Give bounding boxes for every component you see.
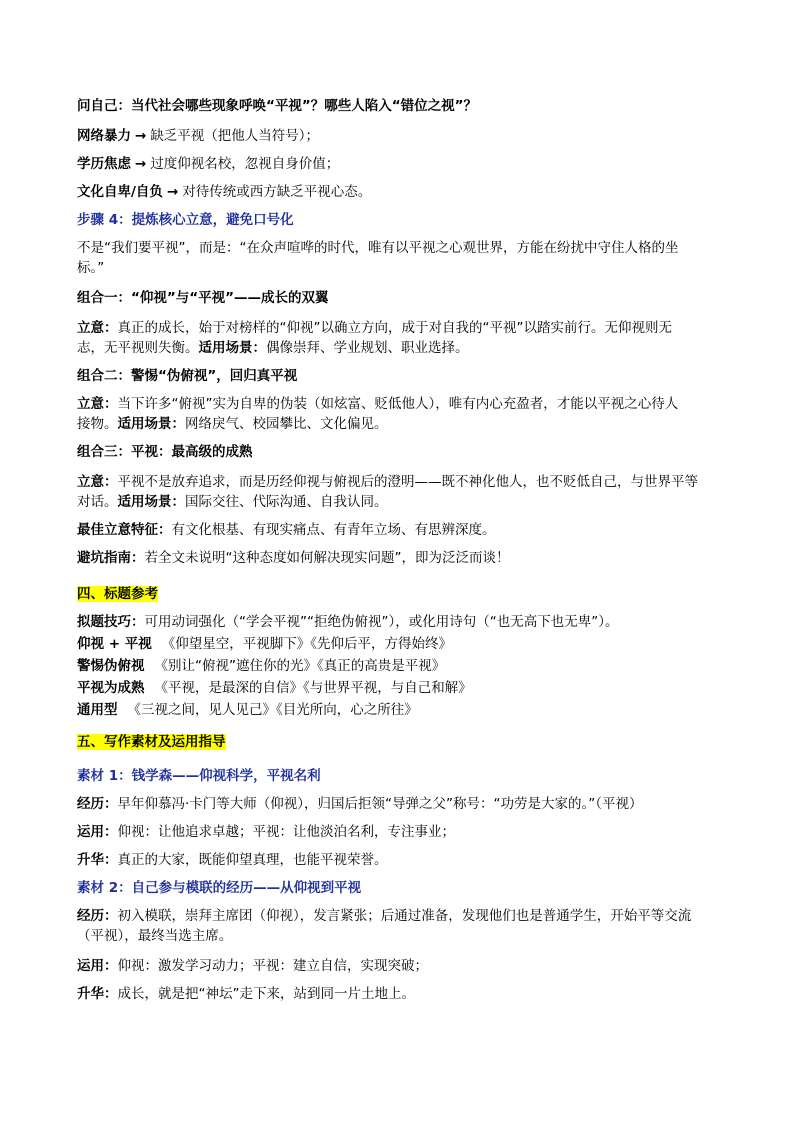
phenomenon-item: [77, 126, 319, 146]
idea-text: 平视不是放弃追求，而是历经仰视与俯视后的澄明——既不神化他人，也不贬低自己，与世界平等: [117, 474, 698, 490]
idea-label: 立意：: [77, 474, 118, 490]
group-idea-line2: [77, 338, 469, 358]
scene-label: 适用场景：: [117, 494, 185, 510]
title-examples: 《三视之间，见人见己》《目光所向，心之所往》: [127, 702, 418, 718]
idea-label: 立意：: [77, 320, 118, 336]
avoid-label: 避坑指南：: [77, 550, 145, 566]
idea-label: 立意：: [77, 396, 118, 412]
use-text-b: 平视：让他淡泊名利，专注事业；: [252, 824, 455, 840]
arrow-icon: →: [166, 184, 179, 200]
scene-label: 适用场景：: [117, 416, 185, 432]
idea-text: 接物。: [77, 416, 118, 432]
scene-text: 国际交往、代际沟通、自我认同。: [185, 494, 388, 510]
title-type: 通用型: [77, 702, 118, 718]
phenomenon-term: 学历焦虑: [77, 156, 131, 172]
arrow-icon: →: [135, 128, 147, 144]
group-idea-line1: [77, 394, 678, 414]
avoid-guide: [77, 548, 510, 568]
group-idea-line2: [77, 492, 388, 512]
tip-label: 拟题技巧：: [77, 614, 145, 630]
group-title: 组合二：警惕“伪俯视”，回归真平视: [77, 368, 298, 384]
phenomenon-item: [77, 182, 371, 202]
title-examples: 《别让“俯视”遮住你的光》《真正的高贵是平视》: [154, 658, 446, 674]
title-examples: 《平视，是最深的自信》《与世界平视，与自己和解》: [154, 680, 472, 696]
up-label: 升华：: [77, 852, 118, 868]
idea-text: 对话。: [77, 494, 118, 510]
title-row: [77, 678, 472, 698]
phenomenon-desc: 缺乏平视（把他人当符号）；: [150, 128, 320, 144]
scene-label: 适用场景：: [198, 340, 266, 356]
best-label: 最佳立意特征：: [77, 522, 172, 538]
material-experience-cont: （平视），最终当选主席。: [77, 928, 233, 944]
group-idea-line2: [77, 414, 388, 434]
use-label: 运用：: [77, 958, 118, 974]
exp-label: 经历：: [77, 908, 118, 924]
title-type: 仰视 + 平视: [77, 636, 152, 652]
title-examples: 《仰望星空，平视脚下》《先仰后平，方得始终》: [161, 636, 452, 652]
material-sublimation: [77, 850, 388, 870]
phenomenon-term: 文化自卑/自负: [77, 184, 163, 200]
material-usage: [77, 956, 428, 976]
question-title: 问自己：当代社会哪些现象呼唤“平视”？哪些人陷入“错位之视”？: [77, 98, 477, 114]
section5-heading: 五、写作素材及运用指导: [77, 734, 226, 750]
title-type: 平视为成熟: [77, 680, 145, 696]
title-tip: [77, 612, 618, 632]
arrow-icon: →: [135, 156, 147, 172]
material-title: 素材 1：钱学森——仰视科学，平视名利: [77, 768, 321, 784]
scene-text: 偶像崇拜、学业规划、职业选择。: [266, 340, 469, 356]
phenomenon-term: 网络暴力: [77, 128, 131, 144]
idea-text: 当下许多“俯视”实为自卑的伪装（如炫富、贬低他人），唯有内心充盈者，才能以平视之心待人: [117, 396, 679, 412]
step4-text-line1: 不是“我们要平视”，而是：“在众声喧哗的时代，唯有以平视之心观世界，方能在纷扰中守住人格的坐: [77, 240, 679, 256]
use-text-b: 平视：建立自信，实现突破；: [252, 958, 428, 974]
step4-text-line2: 标。”: [77, 260, 105, 276]
phenomenon-item: [77, 154, 339, 174]
material-usage: [77, 822, 455, 842]
up-label: 升华：: [77, 986, 118, 1002]
up-text: 真正的大家，既能仰望真理，也能平视荣誉。: [117, 852, 388, 868]
title-row: [77, 700, 418, 720]
best-text: 有文化根基、有现实痛点、有青年立场、有思辨深度。: [171, 522, 496, 538]
exp-label: 经历：: [77, 796, 118, 812]
exp-text: 早年仰慕冯·卡门等大师（仰视），归国后拒领“导弹之父”称号：“功劳是大家的。”（平视）: [117, 796, 643, 812]
material-experience: [77, 906, 691, 926]
tip-text: 可用动词强化（“学会平视”“拒绝伪俯视”），或化用诗句（“也无高下也无卑”）。: [144, 614, 619, 630]
use-text-a: 仰视：让他追求卓越；: [117, 824, 253, 840]
material-sublimation: [77, 984, 415, 1004]
scene-text: 网络戾气、校园攀比、文化偏见。: [185, 416, 388, 432]
group-title: 组合三：平视：最高级的成熟: [77, 444, 253, 460]
phenomenon-desc: 过度仰视名校，忽视自身价值；: [150, 156, 340, 172]
section5-heading-wrap: [77, 732, 226, 752]
step4-heading: 步骤 4：提炼核心立意，避免口号化: [77, 212, 294, 228]
best-idea-features: [77, 520, 496, 540]
idea-text: 志，无平视则失衡。: [77, 340, 199, 356]
use-label: 运用：: [77, 824, 118, 840]
use-text-a: 仰视：激发学习动力；: [117, 958, 253, 974]
avoid-text: 若全文未说明“这种态度如何解决现实问题”，即为泛泛而谈！: [144, 550, 510, 566]
group-idea-line1: [77, 472, 698, 492]
idea-text: 真正的成长，始于对榜样的“仰视”以确立方向，成于对自我的“平视”以踏实前行。无仰视则无: [117, 320, 672, 336]
title-row: [77, 656, 445, 676]
up-text: 成长，就是把“神坛”走下来，站到同一片土地上。: [117, 986, 415, 1002]
section4-heading: 四、标题参考: [77, 586, 158, 602]
group-title: 组合一：“仰视”与“平视”——成长的双翼: [77, 290, 329, 306]
title-type: 警惕伪俯视: [77, 658, 145, 674]
material-experience: [77, 794, 643, 814]
group-idea-line1: [77, 318, 672, 338]
section4-heading-wrap: [77, 584, 158, 604]
exp-text: 初入模联，崇拜主席团（仰视），发言紧张；后通过准备，发现他们也是普通学生，开始平等交流: [117, 908, 692, 924]
phenomenon-desc: 对待传统或西方缺乏平视心态。: [182, 184, 372, 200]
material-title: 素材 2：自己参与模联的经历——从仰视到平视: [77, 880, 362, 896]
title-row: [77, 634, 452, 654]
